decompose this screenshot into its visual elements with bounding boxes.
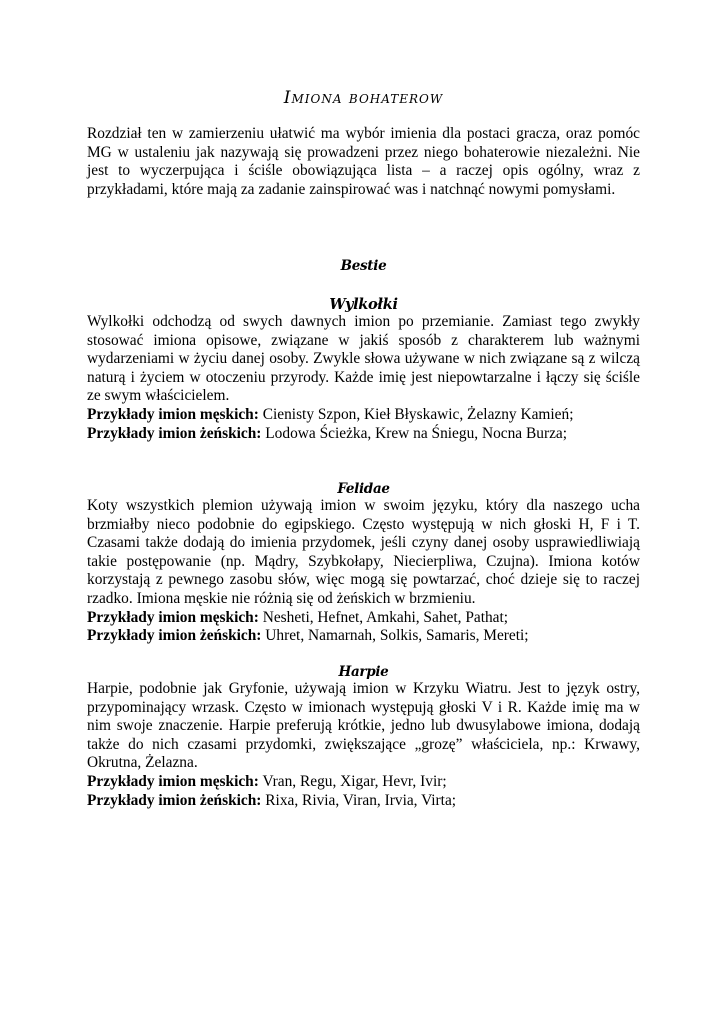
section-paragraph: Wylkołki odchodzą od swych dawnych imion po przemianie. Zamiast tego zwykły stosować imiona opisowe, związane w jakiś sposób z charakterem lub ważnymi wydarzeniami w życiu danej osoby. Zwykle słowa używane w nich związane są z wilczą naturą i życiem w otoczeniu przyrody. Każde imię jest niepowtarzalne i łączy się ściśle ze swym właścicielem.: [87, 313, 640, 405]
female-names-line: [87, 627, 640, 646]
female-names: Rixa, Rivia, Viran, Irvia, Virta;: [261, 791, 457, 809]
male-names-line: [87, 773, 640, 792]
female-names: Uhret, Namarnah, Solkis, Samaris, Mereti;: [261, 627, 529, 645]
section-paragraph: Harpie, podobnie jak Gryfonie, używają imion w Krzyku Wiatru. Jest to język ostry, przypominający wrzask. Często w imionach występują głoski V i R. Każde imię ma w nim swoje znaczenie. Harpie preferują krótkie, jedno lub dwusylabowe imiona, dodają także do nich czasami przydomki, zwiększające „grozę” właściciela, np.: Krwawy, Okrutna, Żelazna.: [87, 680, 640, 772]
male-names: Nesheti, Hefnet, Amkahi, Sahet, Pathat;: [258, 608, 509, 626]
category-heading: Bestie: [340, 258, 387, 274]
male-names: Vran, Regu, Xigar, Hevr, Ivir;: [258, 772, 447, 790]
male-names-label: Przykłady imion męskich:: [87, 608, 259, 626]
female-names-label: Przykłady imion żeńskich:: [87, 627, 262, 645]
section-heading: Wylkołki: [329, 296, 398, 313]
intro-section: [87, 125, 640, 199]
female-names-line: [87, 425, 640, 444]
section-heading: Harpie: [338, 664, 389, 680]
male-names-label: Przykłady imion męskich:: [87, 405, 259, 423]
section-felidae: [87, 481, 640, 646]
male-names-line: [87, 609, 640, 628]
female-names-line: [87, 792, 640, 811]
section-wylkolki: [87, 296, 640, 443]
page-title: Imiona bohaterow: [283, 88, 444, 108]
section-harpie: [87, 664, 640, 810]
female-names-label: Przykłady imion żeńskich:: [87, 424, 262, 442]
female-names-label: Przykłady imion żeńskich:: [87, 791, 262, 809]
male-names-line: [87, 406, 640, 425]
section-heading: Felidae: [337, 481, 390, 497]
male-names: Cienisty Szpon, Kieł Błyskawic, Żelazny Kamień;: [258, 405, 574, 423]
section-paragraph: Koty wszystkich plemion używają imion w swoim języku, który dla naszego ucha brzmiałby nieco podobnie do egipskiego. Często występują w nich głoski H, F i T. Czasami także dodają do imienia przydomek, jeśli czyny danej osoby usprawiedliwiają takie postępowanie (np. Mądry, Szybkołapy, Niecierpliwa, Czujna). Imiona kotów korzystają z pewnego zasobu słów, więc mogą się powtarzać, choć dzieje się to raczej rzadko. Imiona męskie nie różnią się od żeńskich w brzmieniu.: [87, 497, 640, 607]
female-names: Lodowa Ścieżka, Krew na Śniegu, Nocna Burza;: [261, 424, 568, 442]
category-heading-section: [87, 258, 640, 274]
male-names-label: Przykłady imion męskich:: [87, 772, 259, 790]
intro-paragraph: Rozdział ten w zamierzeniu ułatwić ma wybór imienia dla postaci gracza, oraz pomóc MG w ustaleniu jak nazywają się prowadzeni przez niego bohaterowie niezależni. Nie jest to wyczerpująca i ściśle obowiązująca lista – a raczej opis ogólny, wraz z przykładami, które mają za zadanie zainspirować was i natchnąć nowymi pomysłami.: [87, 125, 640, 198]
